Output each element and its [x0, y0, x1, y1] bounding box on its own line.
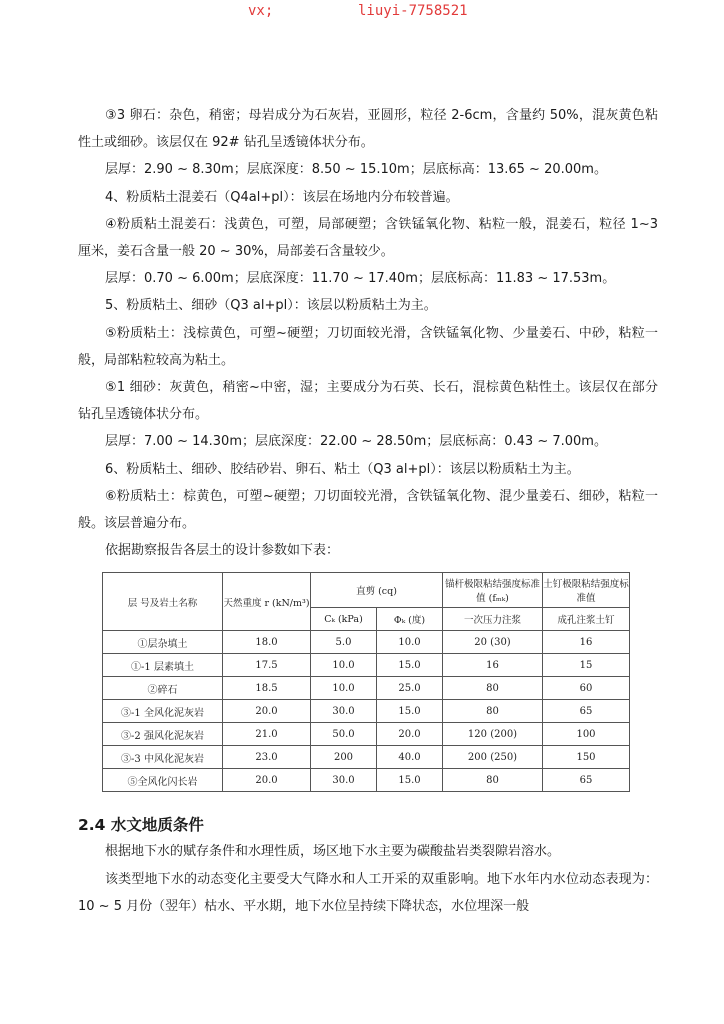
watermark-contact-label: vx; [248, 3, 274, 19]
table-row [103, 631, 630, 654]
cell-nail: 100 [543, 723, 630, 746]
cell-cohesion: 10.0 [311, 677, 377, 700]
cell-friction-angle: 15.0 [377, 654, 443, 677]
cell-layer: ①-1 层素填土 [103, 654, 223, 677]
document-body [78, 102, 658, 920]
paragraph-gravel: ③3 卵石：杂色，稍密；母岩成分为石灰岩，亚圆形，粒径 2-6cm，含量约 50%，混灰黄色粘性土或细砂。该层仅在 92# 钻孔呈透镜体状分布。 [78, 108, 658, 151]
cell-layer: ⑤全风化闪长岩 [103, 769, 223, 792]
paragraph-groundwater-dynamics: 该类型地下水的动态变化主要受大气降水和人工开采的双重影响。地下水年内水位动态表现为：10 ~ 5 月份（翌年）枯水、平水期，地下水位呈持续下降状态，水位埋深一般 [78, 871, 658, 914]
cell-density: 17.5 [223, 654, 311, 677]
cell-cohesion: 10.0 [311, 654, 377, 677]
paragraph-gravel-thickness: 层厚：2.90 ~ 8.30m；层底深度：8.50 ~ 15.10m；层底标高：13.65 ~ 20.00m。 [105, 162, 607, 178]
cell-density: 20.0 [223, 700, 311, 723]
cell-anchor: 20 (30) [443, 631, 543, 654]
cell-cohesion: 30.0 [311, 769, 377, 792]
cell-friction-angle: 40.0 [377, 746, 443, 769]
cell-friction-angle: 10.0 [377, 631, 443, 654]
table-row [103, 769, 630, 792]
cell-cohesion: 50.0 [311, 723, 377, 746]
design-parameter-table-wrapper [102, 572, 629, 792]
cell-friction-angle: 25.0 [377, 677, 443, 700]
paragraph-fine-sand: ⑤1 细砂：灰黄色，稍密~中密，湿；主要成分为石英、长石，混棕黄色粘性土。该层仅在部分钻孔呈透镜体状分布。 [78, 380, 658, 423]
cell-cohesion: 200 [311, 746, 377, 769]
cell-nail: 60 [543, 677, 630, 700]
cell-density: 21.0 [223, 723, 311, 746]
cell-anchor: 80 [443, 769, 543, 792]
cell-density: 20.0 [223, 769, 311, 792]
cell-layer: ③-1 全风化泥灰岩 [103, 700, 223, 723]
cell-anchor: 16 [443, 654, 543, 677]
cell-layer: ①层杂填土 [103, 631, 223, 654]
paragraph-layer6-heading: 6、粉质粘土、细砂、胶结砂岩、卵石、粘土（Q3 al+pl）：该层以粉质粘土为主。 [105, 461, 580, 477]
cell-nail: 65 [543, 700, 630, 723]
table-row [103, 723, 630, 746]
cell-friction-angle: 15.0 [377, 700, 443, 723]
cell-friction-angle: 20.0 [377, 723, 443, 746]
table-row [103, 700, 630, 723]
cell-nail: 150 [543, 746, 630, 769]
watermark-contact-id: liuyi-7758521 [358, 3, 468, 19]
paragraph-layer5-heading: 5、粉质粘土、细砂（Q3 al+pl）：该层以粉质粘土为主。 [105, 298, 437, 314]
cell-friction-angle: 15.0 [377, 769, 443, 792]
watermark [0, 3, 724, 23]
cell-nail: 65 [543, 769, 630, 792]
header-nail: 土钉极限粘结强度标准值 [543, 573, 630, 608]
header-layer: 层 号及岩土名称 [103, 573, 223, 631]
cell-layer: ③-2 强风化泥灰岩 [103, 723, 223, 746]
cell-anchor: 80 [443, 700, 543, 723]
header-nail-method: 成孔注浆土钉 [543, 608, 630, 631]
header-shear: 直剪 (cq) [311, 573, 443, 608]
cell-nail: 16 [543, 631, 630, 654]
header-anchor-method: 一次压力注浆 [443, 608, 543, 631]
cell-nail: 15 [543, 654, 630, 677]
cell-anchor: 120 (200) [443, 723, 543, 746]
header-cohesion: Cₖ (kPa) [311, 608, 377, 631]
header-anchor: 锚杆极限粘结强度标准值 (fₘₖ) [443, 573, 543, 608]
section-title: 2.4 水文地质条件 [78, 816, 204, 835]
design-parameter-table [102, 572, 630, 792]
cell-density: 18.0 [223, 631, 311, 654]
paragraph-groundwater-type: 根据地下水的赋存条件和水理性质，场区地下水主要为碳酸盐岩类裂隙岩溶水。 [105, 844, 561, 860]
cell-cohesion: 5.0 [311, 631, 377, 654]
paragraph-layer6-description: ⑥粉质粘土：棕黄色，可塑~硬塑；刀切面较光滑，含铁锰氧化物、混少量姜石、细砂，粘粒一般。该层普遍分布。 [78, 488, 658, 532]
cell-density: 23.0 [223, 746, 311, 769]
paragraph-layer4-heading: 4、粉质粘土混姜石（Q4al+pl）：该层在场地内分布较普遍。 [105, 189, 459, 205]
paragraph-layer5-thickness: 层厚：7.00 ~ 14.30m；层底深度：22.00 ~ 28.50m；层底标高：0.43 ~ 7.00m。 [105, 434, 607, 450]
cell-cohesion: 30.0 [311, 700, 377, 723]
cell-layer: ③-3 中风化泥灰岩 [103, 746, 223, 769]
header-density: 天然重度 r (kN/m³) [223, 573, 311, 631]
table-row [103, 654, 630, 677]
table-row [103, 746, 630, 769]
cell-anchor: 80 [443, 677, 543, 700]
paragraph-layer4-thickness: 层厚：0.70 ~ 6.00m；层底深度：11.70 ~ 17.40m；层底标高：11.83 ~ 17.53m。 [105, 271, 616, 287]
table-row [103, 677, 630, 700]
paragraph-table-intro: 依据勘察报告各层土的设计参数如下表： [105, 543, 340, 559]
header-friction-angle: Φₖ (度) [377, 608, 443, 631]
cell-anchor: 200 (250) [443, 746, 543, 769]
paragraph-layer5-description: ⑤粉质粘土：浅棕黄色，可塑~硬塑；刀切面较光滑，含铁锰氧化物、少量姜石、中砂，粘粒一般，局部粘粒较高为粘土。 [78, 325, 658, 368]
table-header-row [103, 573, 630, 608]
paragraph-layer4-description: ④粉质粘土混姜石：浅黄色，可塑，局部硬塑；含铁锰氧化物、粘粒一般，混姜石，粒径 1~3 厘米，姜石含量一般 20 ~ 30%，局部姜石含量较少。 [78, 216, 658, 260]
cell-density: 18.5 [223, 677, 311, 700]
cell-layer: ②碎石 [103, 677, 223, 700]
